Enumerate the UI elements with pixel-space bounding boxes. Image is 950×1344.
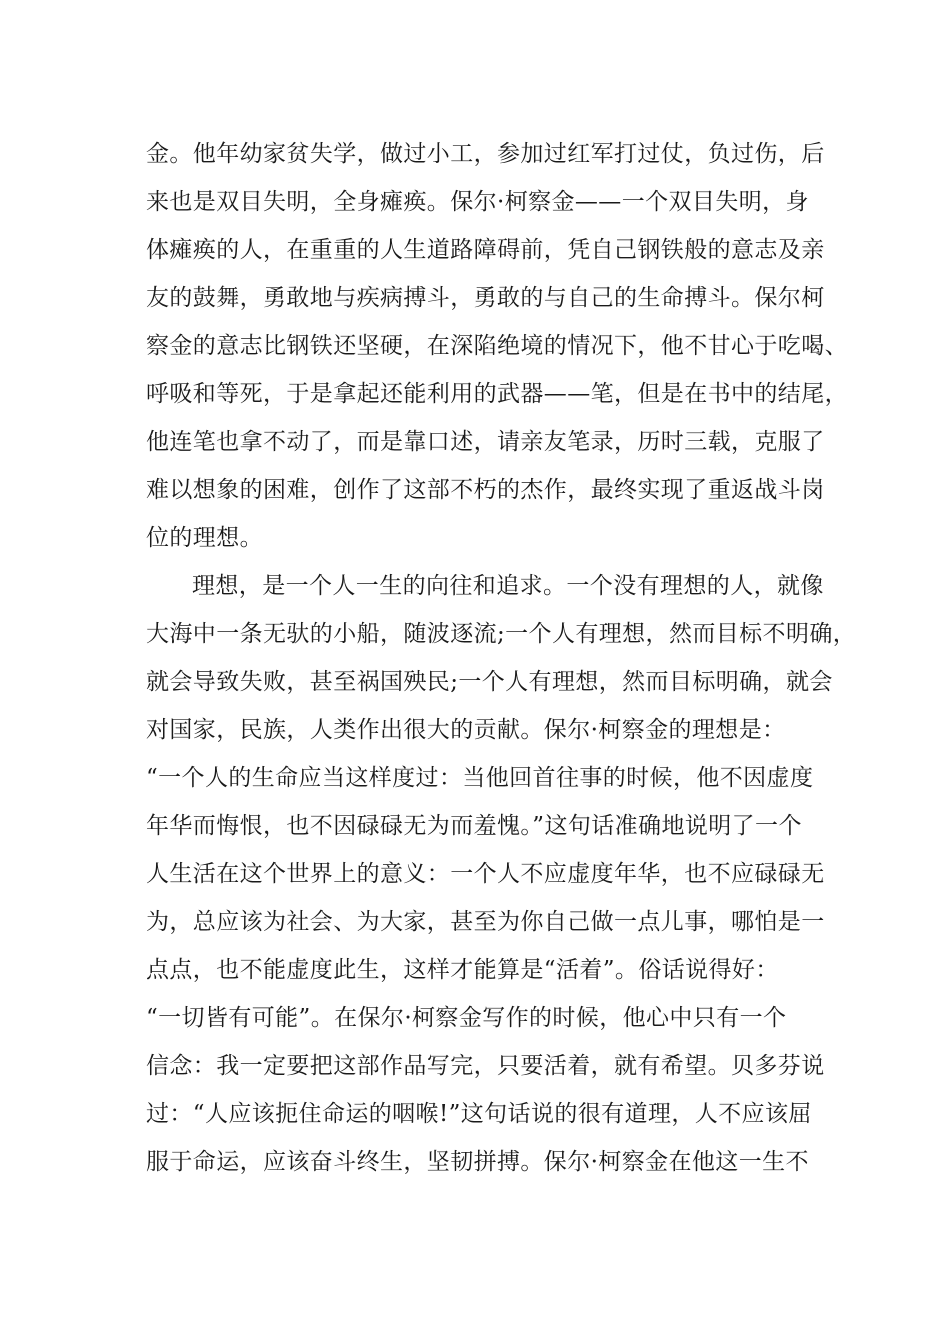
text-line: 人生活在这个世界上的意义：一个人不应虚度年华，也不应碌碌无 (146, 861, 825, 887)
text-line: 点点，也不能虚度此生，这样才能算是“活着”。俗话说得好： (146, 957, 779, 983)
text-line: 难以想象的困难，创作了这部不朽的杰作，最终实现了重返战斗岗 (146, 477, 825, 503)
text-line: 过：“人应该扼住命运的咽喉!”这句话说的很有道理，人不应该屈 (146, 1101, 812, 1127)
text-line: “一切皆有可能”。在保尔·柯察金写作的时候，他心中只有一个 (146, 1005, 787, 1031)
text-line: 他连笔也拿不动了，而是靠口述，请亲友笔录，历时三载，克服了 (146, 429, 825, 455)
text-line: 为，总应该为社会、为大家，甚至为你自己做一点儿事，哪怕是一 (146, 909, 825, 935)
text-line: 体瘫痪的人，在重重的人生道路障碍前，凭自己钢铁般的意志及亲 (146, 237, 825, 263)
text-line: 对国家，民族，人类作出很大的贡献。保尔·柯察金的理想是： (146, 717, 786, 743)
text-line: 金。他年幼家贫失学，做过小工，参加过红军打过仗，负过伤，后 (146, 141, 825, 167)
text-line: 来也是双目失明，全身瘫痪。保尔·柯察金——一个双目失明，身 (146, 189, 809, 215)
text-line: 就会导致失败，甚至祸国殃民;一个人有理想，然而目标明确，就会 (146, 669, 833, 695)
text-line: 信念：我一定要把这部作品写完，只要活着，就有希望。贝多芬说 (146, 1053, 825, 1079)
body-text (146, 130, 857, 1186)
text-line: 大海中一条无驮的小船，随波逐流;一个人有理想，然而目标不明确， (146, 621, 857, 647)
text-line: 呼吸和等死，于是拿起还能利用的武器——笔，但是在书中的结尾， (146, 381, 848, 407)
text-line: 友的鼓舞，勇敢地与疾病搏斗，勇敢的与自己的生命搏斗。保尔柯 (146, 285, 825, 311)
text-line: 察金的意志比钢铁还坚硬，在深陷绝境的情况下，他不甘心于吃喝、 (146, 333, 848, 359)
text-line: 年华而悔恨，也不因碌碌无为而羞愧。”这句话准确地说明了一个 (146, 813, 802, 839)
paragraph-ideals (146, 562, 857, 1186)
paragraph-continued (146, 130, 848, 562)
text-line: “一个人的生命应当这样度过：当他回首往事的时候，他不因虚度 (146, 765, 814, 791)
text-line: 位的理想。 (146, 525, 263, 551)
text-line: 服于命运，应该奋斗终生，坚韧拼搏。保尔·柯察金在他这一生不 (146, 1149, 809, 1175)
text-line: 理想，是一个人一生的向往和追求。一个没有理想的人，就像 (192, 573, 824, 599)
